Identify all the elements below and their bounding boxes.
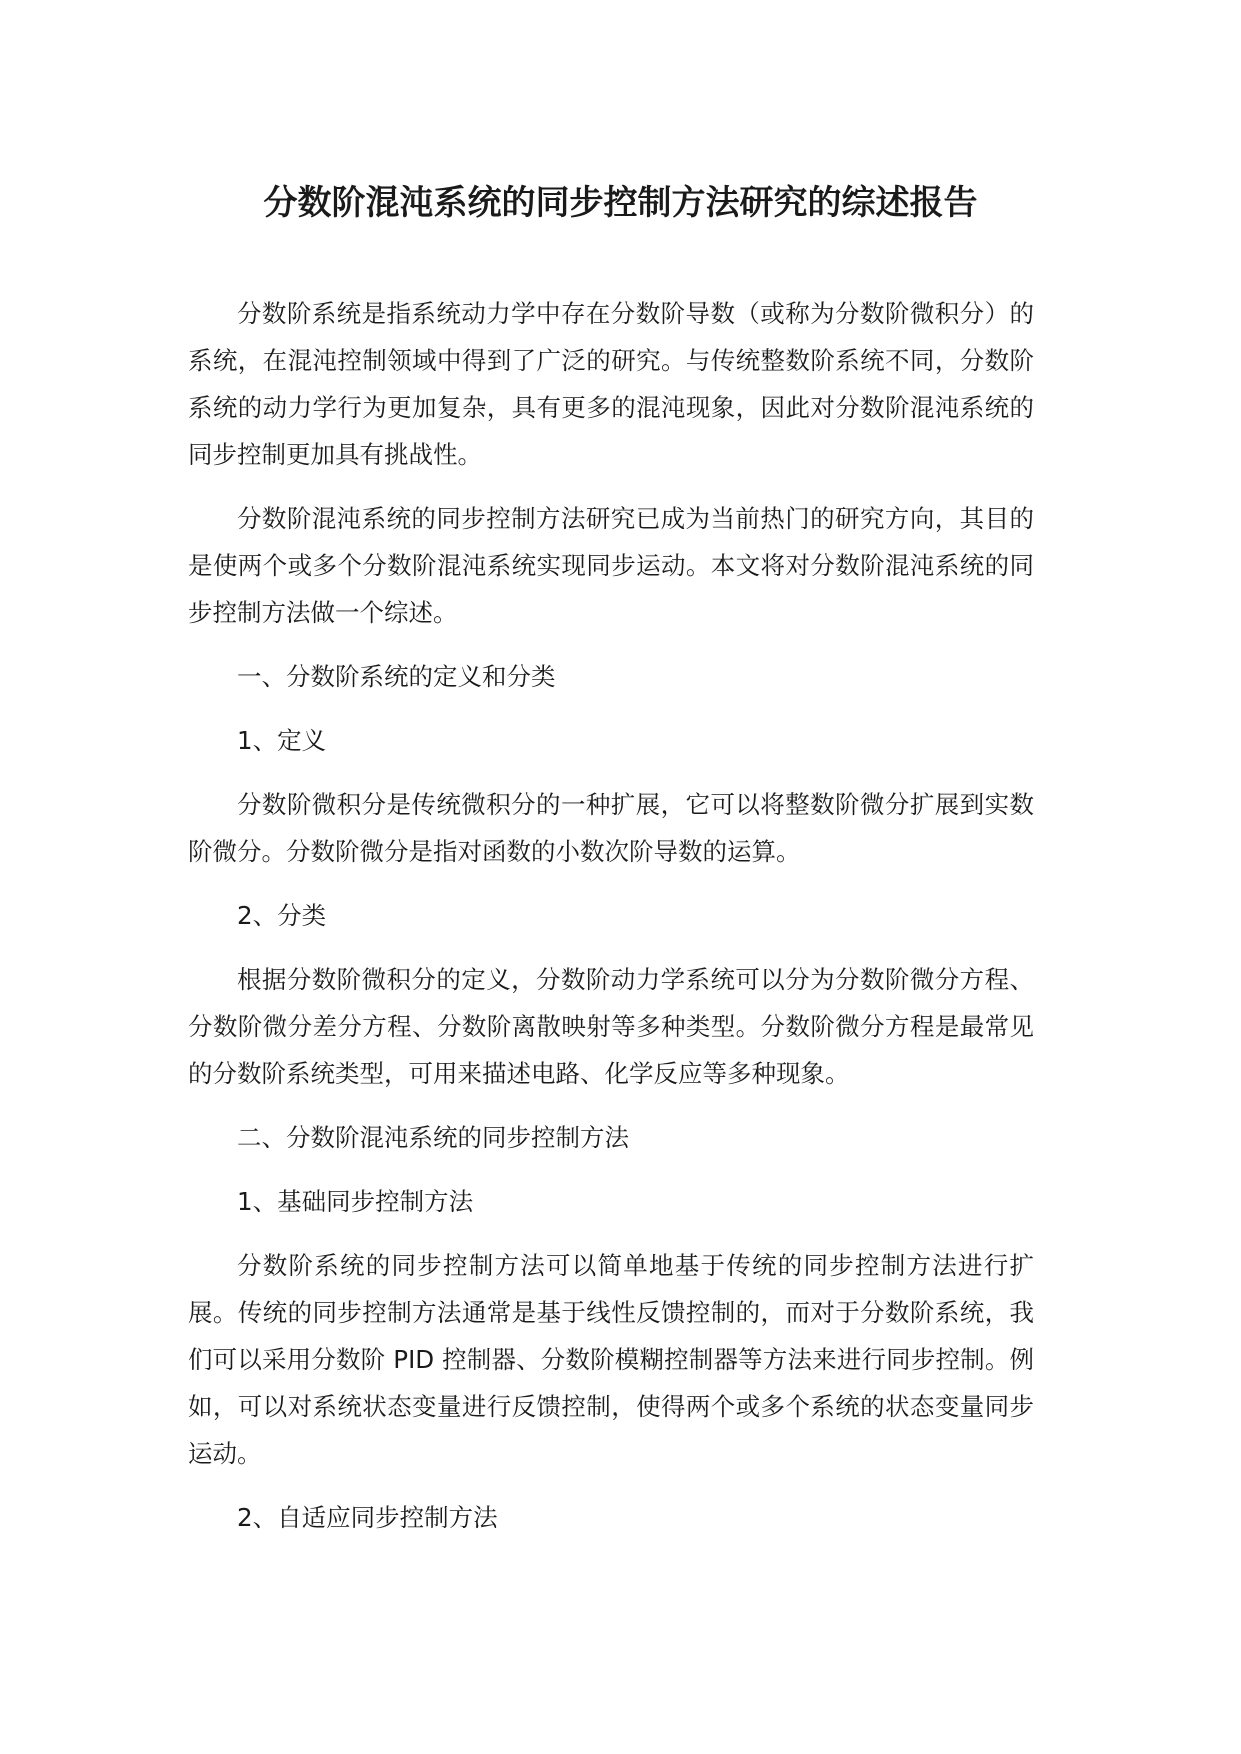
subsection-heading-definition: 1、定义: [237, 726, 327, 755]
document-title: 分数阶混沌系统的同步控制方法研究的综述报告: [263, 183, 978, 223]
section-heading-definition-classification: 一、分数阶系统的定义和分类: [237, 662, 556, 691]
paragraph-classification: 根据分数阶微积分的定义，分数阶动力学系统可以分为分数阶微分方程、分数阶微分差分方程、分数阶离散映射等多种类型。分数阶微分方程是最常见的分数阶系统类型，可用来描述电路、化学反应等多种现象。: [188, 965, 1034, 1088]
document-body: [188, 290, 1034, 1558]
subsection-heading-adaptive-sync-control: 2、自适应同步控制方法: [237, 1503, 498, 1532]
paragraph-basic-sync-control: 分数阶系统的同步控制方法可以简单地基于传统的同步控制方法进行扩展。传统的同步控制方法通常是基于线性反馈控制的，而对于分数阶系统，我们可以采用分数阶 PID 控制器、分数阶模糊控制器等方法来进行同步控制。例如，可以对系统状态变量进行反馈控制，使得两个或多个系统的状态变量同步运动。: [188, 1251, 1034, 1468]
paragraph-definition: 分数阶微积分是传统微积分的一种扩展，它可以将整数阶微分扩展到实数阶微分。分数阶微分是指对函数的小数次阶导数的运算。: [188, 790, 1034, 866]
subsection-heading-classification: 2、分类: [237, 901, 327, 930]
section-heading-sync-control-methods: 二、分数阶混沌系统的同步控制方法: [237, 1123, 629, 1152]
paragraph-research-direction: 分数阶混沌系统的同步控制方法研究已成为当前热门的研究方向，其目的是使两个或多个分数阶混沌系统实现同步运动。本文将对分数阶混沌系统的同步控制方法做一个综述。: [188, 504, 1034, 627]
subsection-heading-basic-sync-control: 1、基础同步控制方法: [237, 1187, 474, 1216]
paragraph-intro-fractional-systems: 分数阶系统是指系统动力学中存在分数阶导数（或称为分数阶微积分）的系统，在混沌控制领域中得到了广泛的研究。与传统整数阶系统不同，分数阶系统的动力学行为更加复杂，具有更多的混沌现象，因此对分数阶混沌系统的同步控制更加具有挑战性。: [188, 299, 1034, 469]
